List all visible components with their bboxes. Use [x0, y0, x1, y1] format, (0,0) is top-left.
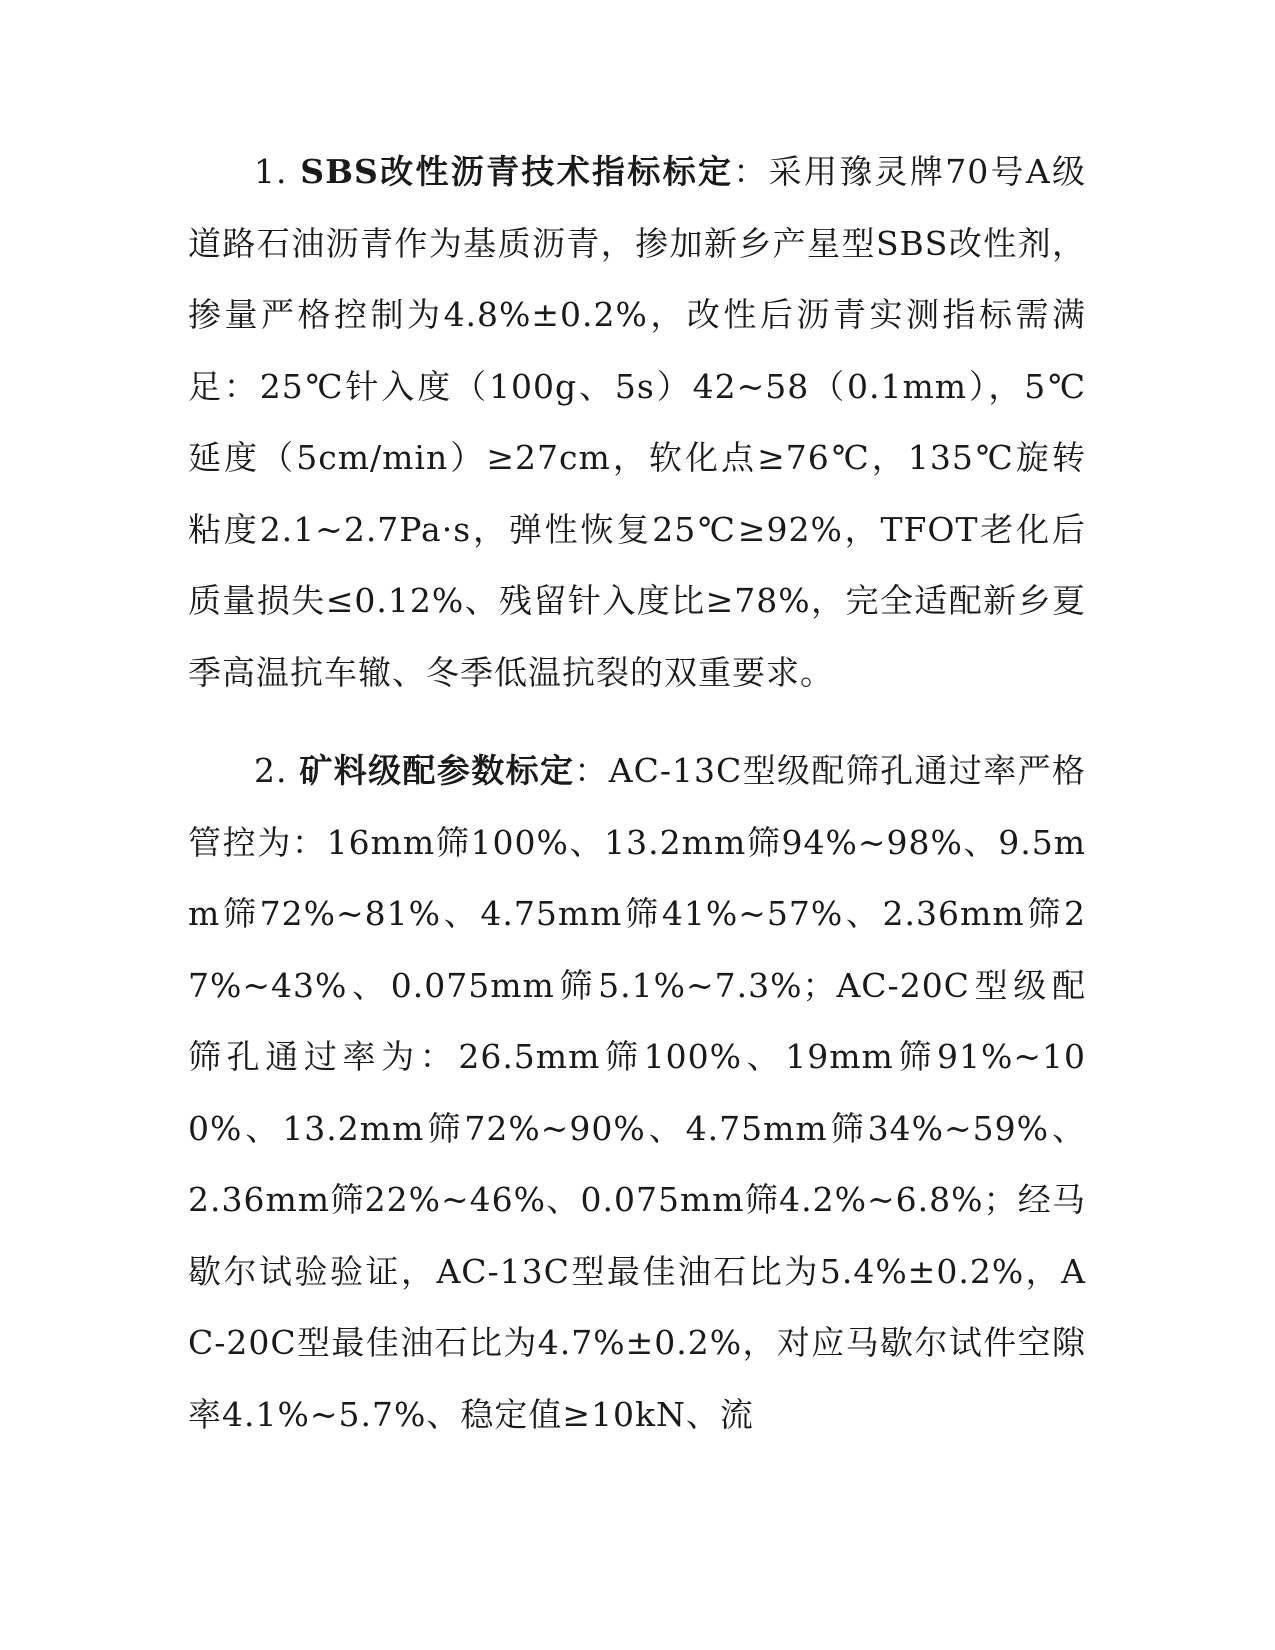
paragraph-aggregate-gradation: [188, 735, 1086, 1450]
heading-separator: ：: [574, 751, 609, 790]
paragraph-number: 1.: [254, 152, 301, 191]
paragraph-heading: SBS改性沥青技术指标标定: [300, 152, 734, 191]
heading-separator: ：: [733, 152, 769, 191]
document-body: [188, 136, 1086, 1450]
paragraph-number: 2.: [254, 751, 300, 790]
paragraph-sbs-asphalt: [188, 136, 1086, 708]
paragraph-body: AC-13C型级配筛孔通过率严格管控为：16mm筛100%、13.2mm筛94%~98%、9.5mm筛72%~81%、4.75mm筛41%~57%、2.36mm筛27%~43%、0.075mm筛5.1%~7.3%；AC-20C型级配筛孔通过率为：26.5mm筛100%、19mm筛91%~100%、13.2mm筛72%~90%、4.75mm筛34%~59%、2.36mm筛22%~46%、0.075mm筛4.2%~6.8%；经马歇尔试验验证，AC-13C型最佳油石比为5.4%±0.2%，AC-20C型最佳油石比为4.7%±0.2%，对应马歇尔试件空隙率4.1%~5.7%、稳定值≥10kN、流: [188, 751, 1087, 1434]
paragraph-heading: 矿料级配参数标定: [299, 751, 575, 790]
paragraph-body: 采用豫灵牌70号A级道路石油沥青作为基质沥青，掺加新乡产星型SBS改性剂，掺量严格控制为4.8%±0.2%，改性后沥青实测指标需满足：25℃针入度（100g、5s）42~58（0.1mm），5℃延度（5cm/min）≥27cm，软化点≥76℃，135℃旋转粘度2.1~2.7Pa·s，弹性恢复25℃≥92%，TFOT老化后质量损失≤0.12%、残留针入度比≥78%，完全适配新乡夏季高温抗车辙、冬季低温抗裂的双重要求。: [188, 152, 1087, 692]
